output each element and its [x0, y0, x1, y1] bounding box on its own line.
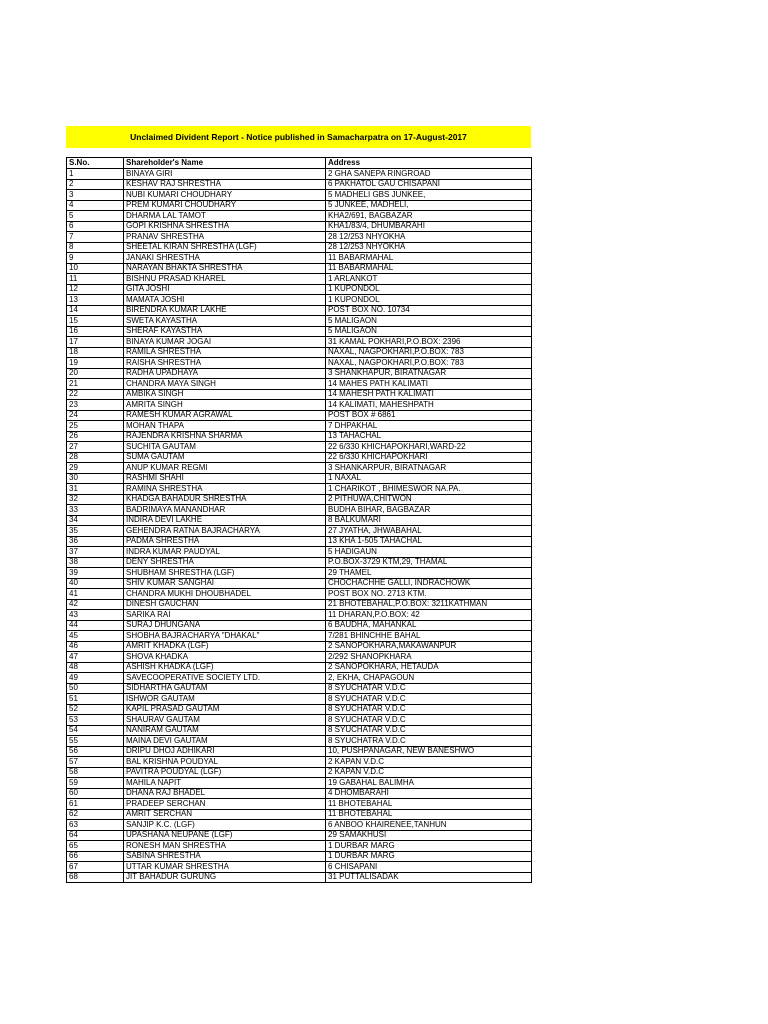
cell-address: 11 BHOTEBAHAL: [326, 809, 532, 820]
cell-address: P.O.BOX-3729 KTM,29, THAMAL: [326, 557, 532, 568]
cell-address: 22 6/330 KHICHAPOKHARI: [326, 452, 532, 463]
cell-address: 6 BAUDHA, MAHANKAL: [326, 620, 532, 631]
table-row: [67, 841, 532, 852]
cell-address: 7/281 BHINCHHE BAHAL: [326, 631, 532, 642]
table-row: [67, 757, 532, 768]
cell-address: 22 6/330 KHICHAPOKHARI,WARD-22: [326, 442, 532, 453]
cell-shareholder-name: GOPI KRISHNA SHRESTHA: [124, 221, 326, 232]
cell-shareholder-name: AMBIKA SINGH: [124, 389, 326, 400]
cell-sno: 68: [67, 872, 124, 883]
table-row: [67, 652, 532, 663]
cell-shareholder-name: PREM KUMARI CHOUDHARY: [124, 200, 326, 211]
cell-shareholder-name: PRADEEP SERCHAN: [124, 799, 326, 810]
table-row: [67, 442, 532, 453]
cell-sno: 10: [67, 263, 124, 274]
cell-shareholder-name: RADHA UPADHAYA: [124, 368, 326, 379]
cell-sno: 5: [67, 211, 124, 222]
cell-shareholder-name: BISHNU PRASAD KHAREL: [124, 274, 326, 285]
cell-shareholder-name: RAMINA SHRESTHA: [124, 484, 326, 495]
cell-address: 8 SYUCHATAR V.D.C: [326, 694, 532, 705]
cell-address: 8 SYUCHATAR V.D.C: [326, 683, 532, 694]
cell-shareholder-name: BIRENDRA KUMAR LAKHE: [124, 305, 326, 316]
table-row: [67, 641, 532, 652]
table-row: [67, 778, 532, 789]
cell-shareholder-name: PRANAV SHRESTHA: [124, 232, 326, 243]
cell-sno: 39: [67, 568, 124, 579]
cell-shareholder-name: GITA JOSHI: [124, 284, 326, 295]
table-row: [67, 431, 532, 442]
table-row: [67, 400, 532, 411]
cell-sno: 46: [67, 641, 124, 652]
table-row: [67, 494, 532, 505]
cell-sno: 55: [67, 736, 124, 747]
table-row: [67, 526, 532, 537]
table-row: [67, 221, 532, 232]
cell-sno: 11: [67, 274, 124, 285]
cell-shareholder-name: SIDHARTHA GAUTAM: [124, 683, 326, 694]
cell-address: 11 BHOTEBAHAL: [326, 799, 532, 810]
cell-shareholder-name: DRIPU DHOJ ADHIKARI: [124, 746, 326, 757]
table-row: [67, 862, 532, 873]
cell-sno: 29: [67, 463, 124, 474]
table-row: [67, 662, 532, 673]
cell-sno: 32: [67, 494, 124, 505]
cell-address: 2/292 SHANOPKHARA: [326, 652, 532, 663]
cell-shareholder-name: GEHENDRA RATNA BAJRACHARYA: [124, 526, 326, 537]
cell-shareholder-name: DINESH GAUCHAN: [124, 599, 326, 610]
table-row: [67, 683, 532, 694]
cell-sno: 44: [67, 620, 124, 631]
cell-shareholder-name: MAHILA NAPIT: [124, 778, 326, 789]
cell-shareholder-name: RONESH MAN SHRESTHA: [124, 841, 326, 852]
report-title-banner: [66, 126, 531, 148]
table-body: [67, 169, 532, 883]
cell-sno: 3: [67, 190, 124, 201]
cell-address: 1 NAXAL: [326, 473, 532, 484]
cell-sno: 61: [67, 799, 124, 810]
table-row: [67, 851, 532, 862]
cell-shareholder-name: ANUP KUMAR REGMI: [124, 463, 326, 474]
cell-shareholder-name: PADMA SHRESTHA: [124, 536, 326, 547]
cell-address: 2 GHA SANEPA RINGROAD: [326, 169, 532, 180]
table-header-row: [67, 158, 532, 169]
cell-address: 8 SYUCHATRA V.D.C: [326, 736, 532, 747]
column-header-address: Address: [326, 158, 532, 169]
cell-sno: 9: [67, 253, 124, 264]
table-row: [67, 305, 532, 316]
cell-shareholder-name: SARIKA RAI: [124, 610, 326, 621]
cell-address: 5 MADHELI GBS JUNKEE,: [326, 190, 532, 201]
table-row: [67, 389, 532, 400]
cell-address: 2 SANOPOKHARA, HETAUDA: [326, 662, 532, 673]
cell-sno: 17: [67, 337, 124, 348]
cell-shareholder-name: DENY SHRESTHA: [124, 557, 326, 568]
cell-shareholder-name: JIT BAHADUR GURUNG: [124, 872, 326, 883]
table-row: [67, 809, 532, 820]
cell-sno: 4: [67, 200, 124, 211]
cell-shareholder-name: SHAURAV GAUTAM: [124, 715, 326, 726]
cell-sno: 21: [67, 379, 124, 390]
cell-address: 31 PUTTALISADAK: [326, 872, 532, 883]
cell-shareholder-name: CHANDRA MAYA SINGH: [124, 379, 326, 390]
cell-address: BUDHA BIHAR, BAGBAZAR: [326, 505, 532, 516]
cell-address: 1 ARLANKOT: [326, 274, 532, 285]
table-row: [67, 536, 532, 547]
table-row: [67, 326, 532, 337]
cell-shareholder-name: DHANA RAJ BHADEL: [124, 788, 326, 799]
cell-shareholder-name: BADRIMAYA MANANDHAR: [124, 505, 326, 516]
cell-address: 8 SYUCHATAR V.D.C: [326, 704, 532, 715]
cell-shareholder-name: INDIRA DEVI LAKHE: [124, 515, 326, 526]
table-row: [67, 379, 532, 390]
cell-sno: 52: [67, 704, 124, 715]
cell-address: 5 HADIGAUN: [326, 547, 532, 558]
cell-address: 14 MAHES PATH KALIMATI: [326, 379, 532, 390]
cell-shareholder-name: DHARMA LAL TAMOT: [124, 211, 326, 222]
cell-sno: 49: [67, 673, 124, 684]
cell-sno: 56: [67, 746, 124, 757]
table-row: [67, 284, 532, 295]
cell-sno: 43: [67, 610, 124, 621]
cell-shareholder-name: KAPIL PRASAD GAUTAM: [124, 704, 326, 715]
table-row: [67, 358, 532, 369]
cell-shareholder-name: AMRIT SERCHAN: [124, 809, 326, 820]
cell-sno: 15: [67, 316, 124, 327]
cell-address: 31 KAMAL POKHARI,P.O.BOX: 2396: [326, 337, 532, 348]
cell-shareholder-name: KHADGA BAHADUR SHRESTHA: [124, 494, 326, 505]
table-row: [67, 589, 532, 600]
cell-sno: 1: [67, 169, 124, 180]
cell-shareholder-name: MAMATA JOSHI: [124, 295, 326, 306]
cell-sno: 50: [67, 683, 124, 694]
cell-sno: 20: [67, 368, 124, 379]
shareholder-table: [66, 157, 532, 883]
cell-address: 11 BABARMAHAL: [326, 253, 532, 264]
cell-sno: 53: [67, 715, 124, 726]
cell-sno: 18: [67, 347, 124, 358]
table-row: [67, 704, 532, 715]
cell-sno: 19: [67, 358, 124, 369]
cell-sno: 57: [67, 757, 124, 768]
cell-shareholder-name: NARAYAN BHAKTA SHRESTHA: [124, 263, 326, 274]
report-title: Unclaimed Divident Report - Notice published in Samacharpatra on 17-August-2017: [130, 132, 467, 142]
cell-shareholder-name: SANJIP K.C. (LGF): [124, 820, 326, 831]
cell-shareholder-name: MAINA DEVI GAUTAM: [124, 736, 326, 747]
table-row: [67, 410, 532, 421]
cell-address: 8 BALKUMARI: [326, 515, 532, 526]
table-row: [67, 547, 532, 558]
cell-sno: 58: [67, 767, 124, 778]
cell-sno: 64: [67, 830, 124, 841]
cell-address: 28 12/253 NHYOKHA: [326, 242, 532, 253]
cell-sno: 30: [67, 473, 124, 484]
cell-shareholder-name: SHEETAL KIRAN SHRESTHA (LGF): [124, 242, 326, 253]
table-row: [67, 799, 532, 810]
table-row: [67, 316, 532, 327]
cell-shareholder-name: BAL KRISHNA POUDYAL: [124, 757, 326, 768]
cell-shareholder-name: SHIV KUMAR SANGHAI: [124, 578, 326, 589]
cell-sno: 28: [67, 452, 124, 463]
cell-sno: 62: [67, 809, 124, 820]
cell-address: 5 MALIGAON: [326, 316, 532, 327]
table-row: [67, 746, 532, 757]
cell-shareholder-name: INDRA KUMAR PAUDYAL: [124, 547, 326, 558]
table-row: [67, 694, 532, 705]
cell-sno: 45: [67, 631, 124, 642]
table-row: [67, 673, 532, 684]
table-row: [67, 715, 532, 726]
cell-address: 6 ANBOO KHAIRENEE,TANHUN: [326, 820, 532, 831]
cell-address: 19 GABAHAL BALIMHA: [326, 778, 532, 789]
cell-sno: 14: [67, 305, 124, 316]
cell-sno: 8: [67, 242, 124, 253]
table-row: [67, 253, 532, 264]
table-row: [67, 242, 532, 253]
table-row: [67, 347, 532, 358]
table-row: [67, 557, 532, 568]
cell-sno: 42: [67, 599, 124, 610]
cell-shareholder-name: AMRIT KHADKA (LGF): [124, 641, 326, 652]
cell-sno: 48: [67, 662, 124, 673]
cell-sno: 63: [67, 820, 124, 831]
cell-shareholder-name: MOHAN THAPA: [124, 421, 326, 432]
cell-address: 2 KAPAN V.D.C: [326, 757, 532, 768]
cell-shareholder-name: BINAYA GIRI: [124, 169, 326, 180]
cell-shareholder-name: UPASHANA NEUPANE (LGF): [124, 830, 326, 841]
table-row: [67, 578, 532, 589]
cell-sno: 25: [67, 421, 124, 432]
cell-shareholder-name: UTTAR KUMAR SHRESTHA: [124, 862, 326, 873]
cell-sno: 60: [67, 788, 124, 799]
table-row: [67, 211, 532, 222]
cell-address: 11 DHARAN,P.O.BOX: 42: [326, 610, 532, 621]
table-row: [67, 473, 532, 484]
cell-shareholder-name: SHERAF KAYASTHA: [124, 326, 326, 337]
table-row: [67, 725, 532, 736]
cell-address: NAXAL, NAGPOKHARI,P.O.BOX: 783: [326, 347, 532, 358]
cell-shareholder-name: CHANDRA MUKHI DHOUBHADEL: [124, 589, 326, 600]
cell-shareholder-name: JANAKI SHRESTHA: [124, 253, 326, 264]
cell-shareholder-name: SAVECOOPERATIVE SOCIETY LTD.: [124, 673, 326, 684]
cell-shareholder-name: SHOVA KHADKA: [124, 652, 326, 663]
cell-address: 2 PITHUWA,CHITWON: [326, 494, 532, 505]
cell-sno: 22: [67, 389, 124, 400]
column-header-sno: S.No.: [67, 158, 124, 169]
cell-shareholder-name: NUBI KUMARI CHOUDHARY: [124, 190, 326, 201]
cell-address: POST BOX NO. 2713 KTM.: [326, 589, 532, 600]
cell-shareholder-name: AMRITA SINGH: [124, 400, 326, 411]
table-row: [67, 169, 532, 180]
cell-address: 21 BHOTEBAHAL,P.O.BOX: 3211KATHMAN: [326, 599, 532, 610]
cell-address: 2 SANOPOKHARA,MAKAWANPUR: [326, 641, 532, 652]
cell-address: CHOCHACHHE GALLI, INDRACHOWK: [326, 578, 532, 589]
table-row: [67, 190, 532, 201]
cell-address: 1 DURBAR MARG: [326, 841, 532, 852]
table-row: [67, 599, 532, 610]
cell-shareholder-name: NANIRAM GAUTAM: [124, 725, 326, 736]
cell-sno: 54: [67, 725, 124, 736]
table-row: [67, 200, 532, 211]
table-row: [67, 179, 532, 190]
cell-address: 1 DURBAR MARG: [326, 851, 532, 862]
cell-sno: 34: [67, 515, 124, 526]
cell-sno: 12: [67, 284, 124, 295]
table-row: [67, 788, 532, 799]
cell-address: 13 TAHACHAL: [326, 431, 532, 442]
cell-address: 5 JUNKEE, MADHELI,: [326, 200, 532, 211]
cell-shareholder-name: SWETA KAYASTHA: [124, 316, 326, 327]
table-row: [67, 568, 532, 579]
cell-sno: 37: [67, 547, 124, 558]
table-row: [67, 295, 532, 306]
cell-address: 1 CHARIKOT , BHIMESWOR NA.PA.: [326, 484, 532, 495]
cell-address: 29 SAMAKHUSI: [326, 830, 532, 841]
cell-address: POST BOX NO. 10734: [326, 305, 532, 316]
cell-shareholder-name: KESHAV RAJ SHRESTHA: [124, 179, 326, 190]
cell-sno: 2: [67, 179, 124, 190]
cell-sno: 26: [67, 431, 124, 442]
cell-shareholder-name: RAMILA SHRESTHA: [124, 347, 326, 358]
table-row: [67, 620, 532, 631]
cell-sno: 36: [67, 536, 124, 547]
cell-sno: 24: [67, 410, 124, 421]
table-row: [67, 872, 532, 883]
cell-address: NAXAL, NAGPOKHARI,P.O.BOX: 783: [326, 358, 532, 369]
column-header-name: Shareholder's Name: [124, 158, 326, 169]
cell-shareholder-name: SHOBHA BAJRACHARYA "DHAKAL": [124, 631, 326, 642]
table-row: [67, 484, 532, 495]
cell-shareholder-name: RAJENDRA KRISHNA SHARMA: [124, 431, 326, 442]
table-row: [67, 232, 532, 243]
cell-address: 14 KALIMATI, MAHESHPATH: [326, 400, 532, 411]
table-row: [67, 631, 532, 642]
cell-sno: 59: [67, 778, 124, 789]
cell-address: 2, EKHA, CHAPAGOUN: [326, 673, 532, 684]
cell-shareholder-name: RAMESH KUMAR AGRAWAL: [124, 410, 326, 421]
cell-sno: 13: [67, 295, 124, 306]
cell-address: KHA2/691, BAGBAZAR: [326, 211, 532, 222]
cell-shareholder-name: SABINA SHRESTHA: [124, 851, 326, 862]
cell-address: 14 MAHESH PATH KALIMATI: [326, 389, 532, 400]
cell-address: 2 KAPAN V.D.C: [326, 767, 532, 778]
cell-address: 3 SHANKHAPUR, BIRATNAGAR: [326, 368, 532, 379]
cell-shareholder-name: ASHISH KHADKA (LGF): [124, 662, 326, 673]
cell-sno: 6: [67, 221, 124, 232]
cell-shareholder-name: SUMA GAUTAM: [124, 452, 326, 463]
cell-sno: 35: [67, 526, 124, 537]
cell-shareholder-name: ISHWOR GAUTAM: [124, 694, 326, 705]
cell-shareholder-name: PAVITRA POUDYAL (LGF): [124, 767, 326, 778]
table-row: [67, 274, 532, 285]
table-row: [67, 263, 532, 274]
cell-address: 6 PAKHATOL GAU CHISAPANI: [326, 179, 532, 190]
table-row: [67, 421, 532, 432]
cell-sno: 23: [67, 400, 124, 411]
cell-sno: 41: [67, 589, 124, 600]
cell-address: 8 SYUCHATAR V.D.C: [326, 715, 532, 726]
table-row: [67, 368, 532, 379]
cell-address: 6 CHISAPANI: [326, 862, 532, 873]
table-row: [67, 830, 532, 841]
table-row: [67, 337, 532, 348]
table-row: [67, 610, 532, 621]
cell-shareholder-name: SHUBHAM SHRESTHA (LGF): [124, 568, 326, 579]
cell-sno: 40: [67, 578, 124, 589]
cell-address: 7 DHPAKHAL: [326, 421, 532, 432]
cell-sno: 67: [67, 862, 124, 873]
cell-sno: 47: [67, 652, 124, 663]
table-row: [67, 505, 532, 516]
table-row: [67, 463, 532, 474]
cell-address: 4 DHOMBARAHI: [326, 788, 532, 799]
cell-sno: 31: [67, 484, 124, 495]
table-row: [67, 767, 532, 778]
cell-address: KHA1/83/4, DHUMBARAHI: [326, 221, 532, 232]
cell-address: 1 KUPONDOL: [326, 284, 532, 295]
cell-shareholder-name: SUCHITA GAUTAM: [124, 442, 326, 453]
cell-address: 5 MALIGAON: [326, 326, 532, 337]
cell-sno: 38: [67, 557, 124, 568]
cell-sno: 7: [67, 232, 124, 243]
cell-shareholder-name: RASHMI SHAHI: [124, 473, 326, 484]
cell-address: 28 12/253 NHYOKHA: [326, 232, 532, 243]
cell-address: POST BOX # 6861: [326, 410, 532, 421]
cell-address: 3 SHANKARPUR, BIRATNAGAR: [326, 463, 532, 474]
cell-sno: 16: [67, 326, 124, 337]
table-row: [67, 452, 532, 463]
cell-address: 10, PUSHPANAGAR, NEW BANESHWO: [326, 746, 532, 757]
cell-shareholder-name: BINAYA KUMAR JOGAI: [124, 337, 326, 348]
cell-address: 11 BABARMAHAL: [326, 263, 532, 274]
cell-sno: 33: [67, 505, 124, 516]
cell-address: 13 KHA 1-505 TAHACHAL: [326, 536, 532, 547]
cell-shareholder-name: RAISHA SHRESTHA: [124, 358, 326, 369]
cell-address: 27 JYATHA, JHWABAHAL: [326, 526, 532, 537]
cell-address: 29 THAMEL: [326, 568, 532, 579]
cell-address: 8 SYUCHATAR V.D.C: [326, 725, 532, 736]
cell-sno: 65: [67, 841, 124, 852]
table-row: [67, 515, 532, 526]
table-row: [67, 736, 532, 747]
table-row: [67, 820, 532, 831]
cell-shareholder-name: SURAJ DHUNGANA: [124, 620, 326, 631]
cell-sno: 27: [67, 442, 124, 453]
cell-sno: 51: [67, 694, 124, 705]
cell-address: 1 KUPONDOL: [326, 295, 532, 306]
cell-sno: 66: [67, 851, 124, 862]
